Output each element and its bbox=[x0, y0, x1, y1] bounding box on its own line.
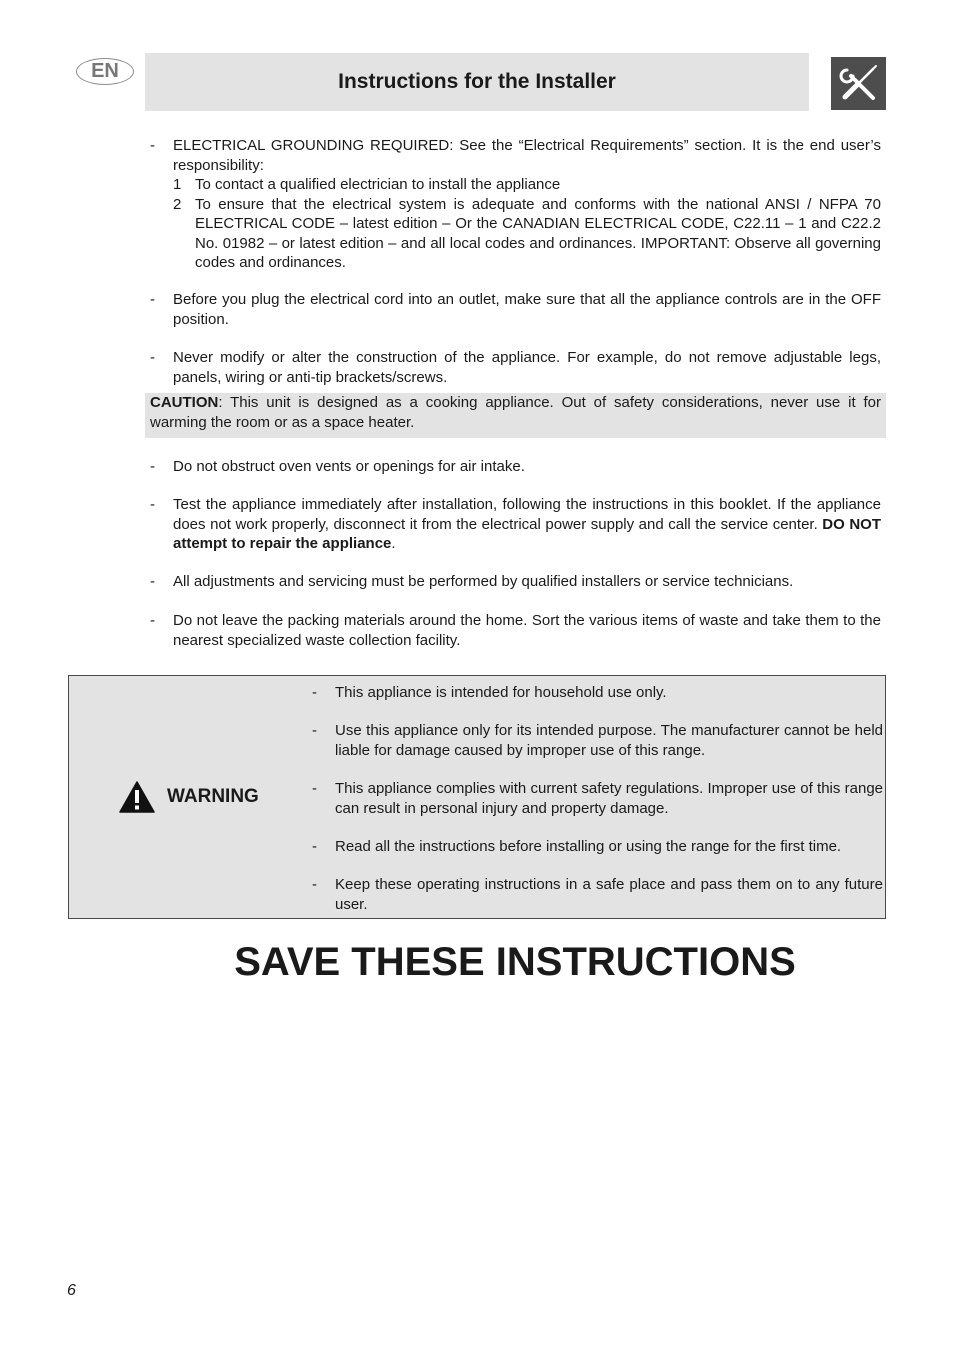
warning-label: WARNING bbox=[167, 786, 259, 808]
packing-text: Do not leave the packing materials around the home. Sort the various items of waste and take them to the nearest specialized waste collection facility. bbox=[173, 612, 881, 649]
warning-item-text: This appliance complies with current safety regulations. Improper use of this range can result in personal injury and property damage. bbox=[335, 780, 883, 817]
list-item-plug bbox=[150, 290, 881, 329]
list-item-packing bbox=[150, 611, 881, 650]
bullet-dash: - bbox=[312, 838, 317, 855]
warning-item-text: Read all the instructions before installing or using the range for the first time. bbox=[335, 838, 842, 855]
test-text-main: Test the appliance immediately after installation, following the instructions in this booklet. If the appliance does not work properly, disconnect it from the electrical power supply and call the service center. bbox=[173, 496, 881, 533]
list-item-test bbox=[150, 495, 881, 554]
bullet-dash: - bbox=[150, 291, 155, 308]
bullet-dash: - bbox=[312, 722, 317, 739]
bullet-dash: - bbox=[150, 496, 155, 513]
list-item-vents bbox=[150, 457, 881, 477]
subitem-text: To contact a qualified electrician to install the appliance bbox=[195, 176, 561, 193]
test-text-end: . bbox=[391, 535, 396, 552]
bullet-dash: - bbox=[312, 684, 317, 701]
subitem-number: 2 bbox=[173, 195, 182, 213]
plug-text: Before you plug the electrical cord into an outlet, make sure that all the appliance controls are in the OFF position. bbox=[173, 291, 881, 328]
bullet-dash: - bbox=[312, 780, 317, 797]
header-bar bbox=[145, 53, 809, 111]
bullet-dash: - bbox=[150, 137, 155, 154]
modify-text: Never modify or alter the construction of the appliance. For example, do not remove adjustable legs, panels, wiring or anti-tip brackets/screws. bbox=[173, 349, 881, 386]
bullet-dash: - bbox=[150, 573, 155, 590]
grounding-intro: ELECTRICAL GROUNDING REQUIRED: See the “Electrical Requirements” section. It is the end user’s responsibility: bbox=[173, 137, 881, 174]
page-title: Instructions for the Installer bbox=[338, 70, 616, 94]
subitem-number: 1 bbox=[173, 176, 182, 193]
wrench-screwdriver-icon bbox=[837, 62, 881, 106]
warning-triangle-icon bbox=[119, 781, 155, 813]
bullet-dash: - bbox=[150, 612, 155, 629]
test-text bbox=[173, 495, 881, 554]
warning-item bbox=[312, 721, 883, 760]
warning-item-text: This appliance is intended for household use only. bbox=[335, 684, 667, 701]
language-badge: EN bbox=[76, 58, 134, 85]
warning-item bbox=[312, 779, 883, 818]
vents-text: Do not obstruct oven vents or openings for air intake. bbox=[173, 458, 525, 475]
warning-box bbox=[68, 675, 886, 919]
page-number: 6 bbox=[67, 1282, 76, 1299]
subitem-text: To ensure that the electrical system is adequate and conforms with the national ANSI / NFPA 70 ELECTRICAL CODE – latest edition – Or the CANADIAN ELECTRICAL CODE, C22.11 – 1 and C22.2 No. 01982 – or latest edition – and all local codes and ordinances. IMPORTANT: Observe all governing codes and ordinances. bbox=[195, 195, 881, 271]
bullet-dash: - bbox=[150, 349, 155, 366]
tools-icon bbox=[831, 57, 886, 110]
warning-item bbox=[312, 837, 883, 857]
caution-box bbox=[145, 393, 886, 438]
grounding-subitem-1 bbox=[173, 175, 881, 195]
list-item-modify bbox=[150, 348, 881, 387]
warning-item-text: Use this appliance only for its intended purpose. The manufacturer cannot be held liable for damage caused by improper use of this range. bbox=[335, 722, 883, 759]
list-item-grounding bbox=[150, 136, 881, 273]
warning-item bbox=[312, 875, 883, 914]
bullet-dash: - bbox=[312, 876, 317, 893]
bullet-dash: - bbox=[150, 458, 155, 475]
warning-heading bbox=[119, 781, 259, 813]
caution-label: CAUTION bbox=[150, 394, 219, 411]
adjustments-text: All adjustments and servicing must be performed by qualified installers or service technicians. bbox=[173, 573, 794, 590]
save-instructions-title: SAVE THESE INSTRUCTIONS bbox=[234, 940, 796, 984]
caution-text: : This unit is designed as a cooking appliance. Out of safety considerations, never use it for warming the room or as a space heater. bbox=[150, 394, 881, 431]
test-text-bold: DO NOT attempt to repair the appliance bbox=[173, 515, 881, 552]
warning-item-text: Keep these operating instructions in a safe place and pass them on to any future user. bbox=[335, 876, 883, 913]
warning-item bbox=[312, 683, 883, 703]
list-item-adjustments bbox=[150, 572, 881, 592]
grounding-subitem-2 bbox=[173, 195, 881, 273]
